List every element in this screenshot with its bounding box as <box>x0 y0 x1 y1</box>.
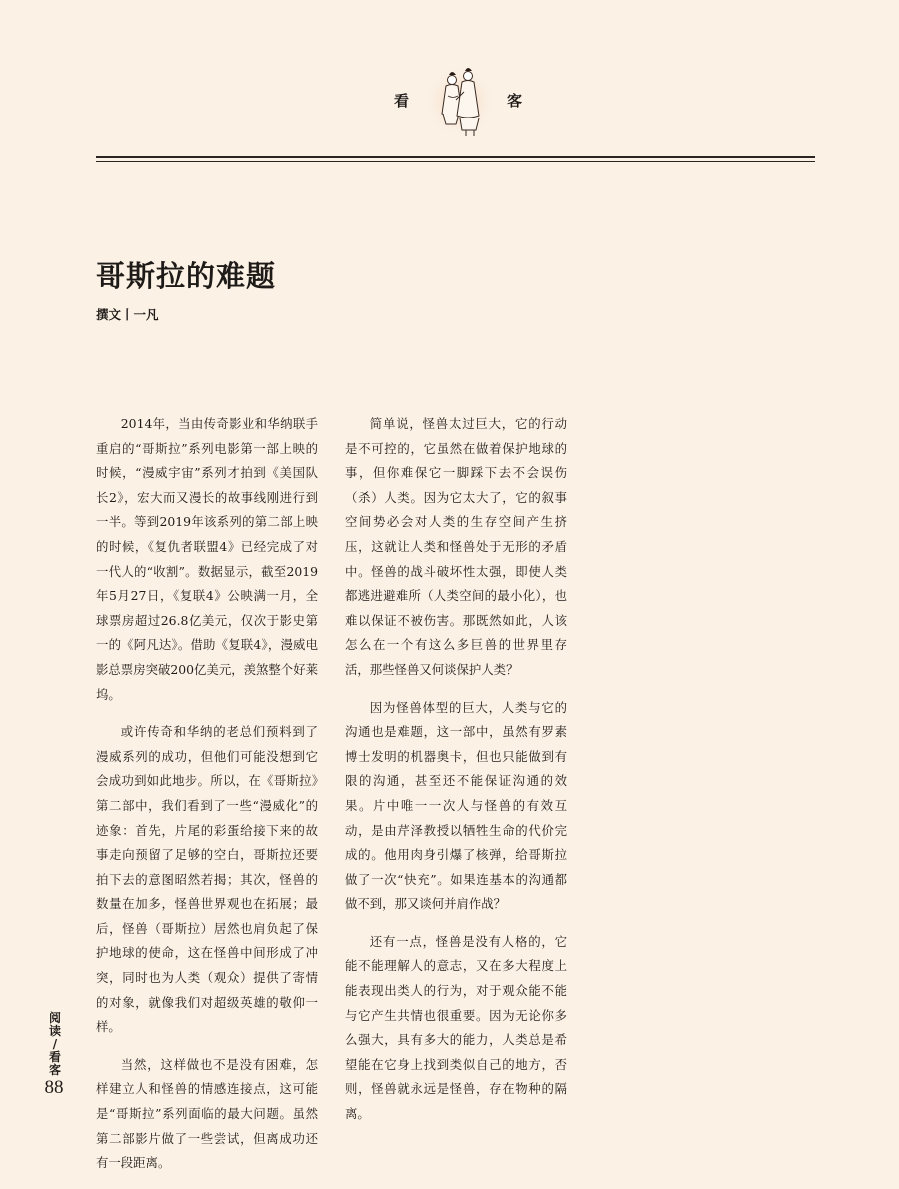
side-label-char: 读 <box>48 1024 61 1038</box>
text-column-left <box>96 412 318 1189</box>
paragraph: 因为怪兽体型的巨大，人类与它的沟通也是难题，这一部中，虽然有罗素博士发明的机器奥卡，但也只能做到有限的沟通，甚至还不能保证沟通的效果。片中唯一一次人与怪兽的有效互动，是由芹泽教授以牺牲生命的代价完成的。他用肉身引爆了核弹，给哥斯拉做了一次“快充”。如果连基本的沟通都做不到，那又谈何并肩作战？ <box>345 699 567 912</box>
paragraph: 或许传奇和华纳的老总们预料到了漫威系列的成功，但他们可能没想到它会成功到如此地步。所以，在《哥斯拉》第二部中，我们看到了一些“漫威化”的迹象：首先，片尾的彩蛋给接下来的故事走向预留了足够的空白，哥斯拉还要拍下去的意图昭然若揭；其次，怪兽的数量在加多，怪兽世界观也在拓展；最后，怪兽（哥斯拉）居然也肩负起了保护地球的使命，这在怪兽中间形成了冲突，同时也为人类（观众）提供了寄情的对象，就像我们对超级英雄的敬仰一样。 <box>96 724 318 1035</box>
page-number: 88 <box>44 1077 64 1098</box>
section-header <box>0 62 899 142</box>
section-side-label <box>40 1012 70 1077</box>
paragraph: 当然，这样做也不是没有困难，怎样建立人和怪兽的情感连接点，这可能是“哥斯拉”系列面临的最大问题。虽然第二部影片做了一些尝试，但离成功还有一段距离。 <box>96 1056 318 1171</box>
article-byline: 撰文丨一凡 <box>96 307 159 322</box>
paragraph: 2014年，当由传奇影业和华纳联手重启的“哥斯拉”系列电影第一部上映的时候，“漫威宇宙”系列才拍到《美国队长2》，宏大而又漫长的故事线刚进行到一半。等到2019年该系列的第二部上映的时候，《复仇者联盟4》已经完成了对一代人的“收割”。数据显示，截至2019年5月27日，《复联4》公映满一月，全球票房超过26.8亿美元，仅次于影史第一的《阿凡达》。借助《复联4》，漫威电影总票房突破200亿美元，羡煞整个好莱坞。 <box>96 416 318 702</box>
header-rule-thick <box>96 156 815 158</box>
header-right-glyph: 客 <box>507 92 523 110</box>
header-left-glyph: 看 <box>394 92 410 110</box>
paragraph: 简单说，怪兽太过巨大，它的行动是不可控的，它虽然在做着保护地球的事，但你难保它一脚踩下去不会误伤（杀）人类。因为它太大了，它的叙事空间势必会对人类的生存空间产生挤压，这就让人类和怪兽处于无形的矛盾中。怪兽的战斗破坏性太强，即使人类都逃进避难所（人类空间的最小化），也难以保证不被伤害。那既然如此，人该怎么在一个有这么多巨兽的世界里存活，那些怪兽又何谈保护人类？ <box>345 416 567 677</box>
side-label-char: / <box>52 1037 58 1051</box>
text-column-right <box>345 412 567 1140</box>
article-title: 哥斯拉的难题 <box>96 259 277 293</box>
side-label-char: 看 <box>48 1050 61 1064</box>
header-rule-thin <box>96 161 815 162</box>
side-label-char: 客 <box>48 1063 61 1077</box>
side-label-char: 阅 <box>48 1011 61 1025</box>
figures-emblem-icon <box>424 62 496 142</box>
paragraph: 还有一点，怪兽是没有人格的，它能不能理解人的意志，又在多大程度上能表现出类人的行为，对于观众能不能与它产生共情也很重要。因为无论你多么强大，具有多大的能力，人类总是希望能在它身上找到类似自己的地方，否则，怪兽就永远是怪兽，存在物种的隔离。 <box>345 933 567 1122</box>
